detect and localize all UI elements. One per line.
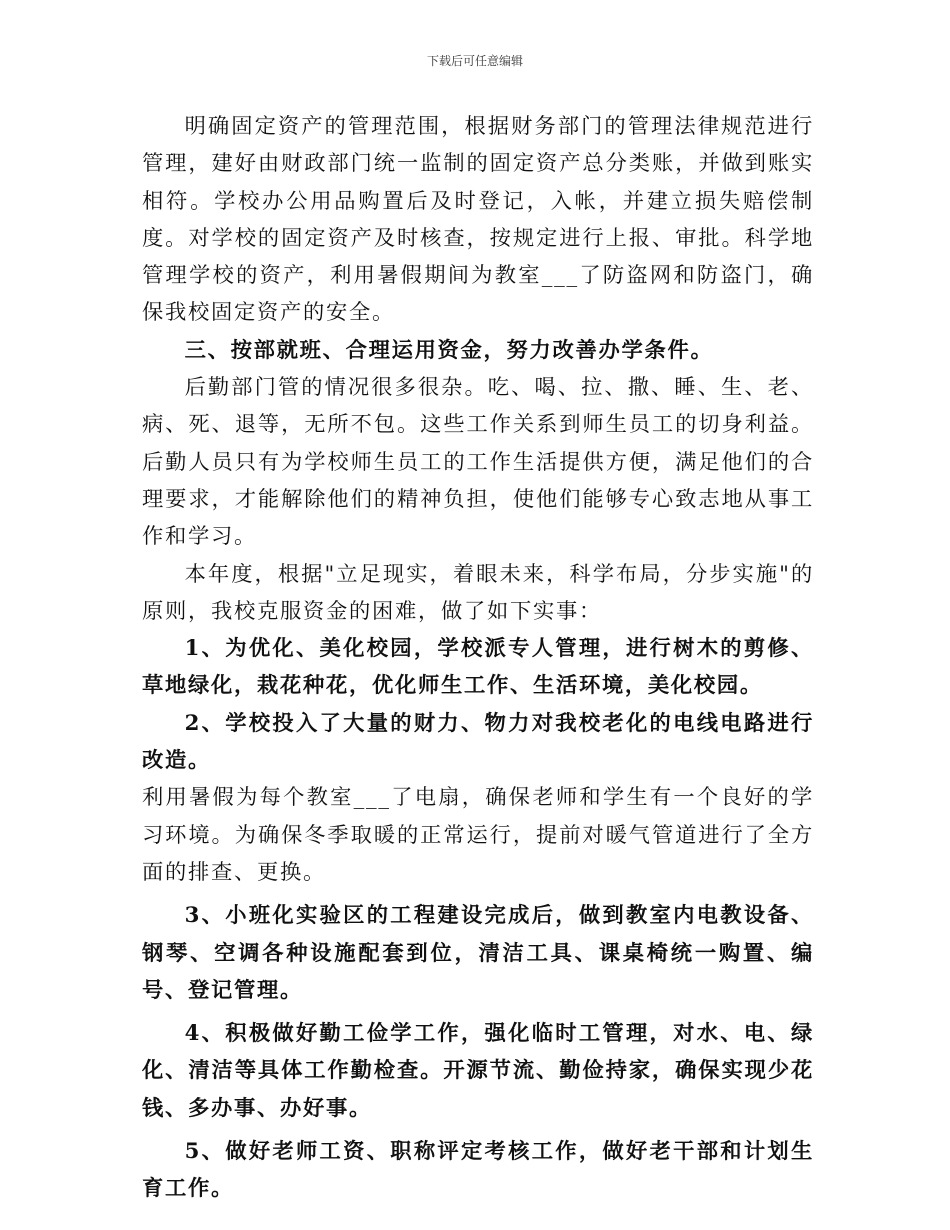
list-item-2: 2、学校投入了大量的财力、物力对我校老化的电线电路进行改造。 <box>142 710 814 774</box>
page-header-note: 下载后可任意编辑 <box>426 54 523 68</box>
section-heading-three: 三、按部就班、合理运用资金，努力改善办学条件。 <box>184 337 714 363</box>
paragraph-logistics: 后勤部门管的情况很多很杂。吃、喝、拉、撒、睡、生、老、病、死、退等，无所不包。这些工作关系到师生员工的切身利益。后勤人员只有为学校师生员工的工作生活提供方便，满足他们的合理要求，才能解除他们的精神负担，使他们能够专心致志地从事工作和学习。 <box>142 375 814 550</box>
list-item-1: 1、为优化、美化校园，学校派专人管理，进行树木的剪修、草地绿化，栽花种花，优化师生工作、生活环境，美化校园。 <box>142 636 814 699</box>
list-item-3: 3、小班化实验区的工程建设完成后，做到教室内电教设备、钢琴、空调各种设施配套到位，清洁工具、课桌椅统一购置、编号、登记管理。 <box>142 903 814 1003</box>
list-item-2-detail: 利用暑假为每个教室___了电扇，确保老师和学生有一个良好的学习环境。为确保冬季取暖的正常运行，提前对暖气管道进行了全方面的排查、更换。 <box>142 785 814 885</box>
list-item-5: 5、做好老师工资、职称评定考核工作，做好老干部和计划生育工作。 <box>142 1139 814 1202</box>
document-body <box>142 108 814 1208</box>
list-item-4: 4、积极做好勤工俭学工作，强化临时工管理，对水、电、绿化、清洁等具体工作勤检查。开源节流、勤俭持家，确保实现少花钱、多办事、办好事。 <box>142 1021 814 1121</box>
paragraph-annual-principle: 本年度，根据"立足现实，着眼未来，科学布局，分步实施"的原则，我校克服资金的困难，做了如下实事： <box>142 561 814 624</box>
paragraph-asset-management: 明确固定资产的管理范围，根据财务部门的管理法律规范进行管理，建好由财政部门统一监制的固定资产总分类账，并做到账实相符。学校办公用品购置后及时登记，入帐，并建立损失赔偿制度。对学校的固定资产及时核查，按规定进行上报、审批。科学地管理学校的资产，利用暑假期间为教室___了防盗网和防盗门，确保我校固定资产的安全。 <box>142 114 814 326</box>
